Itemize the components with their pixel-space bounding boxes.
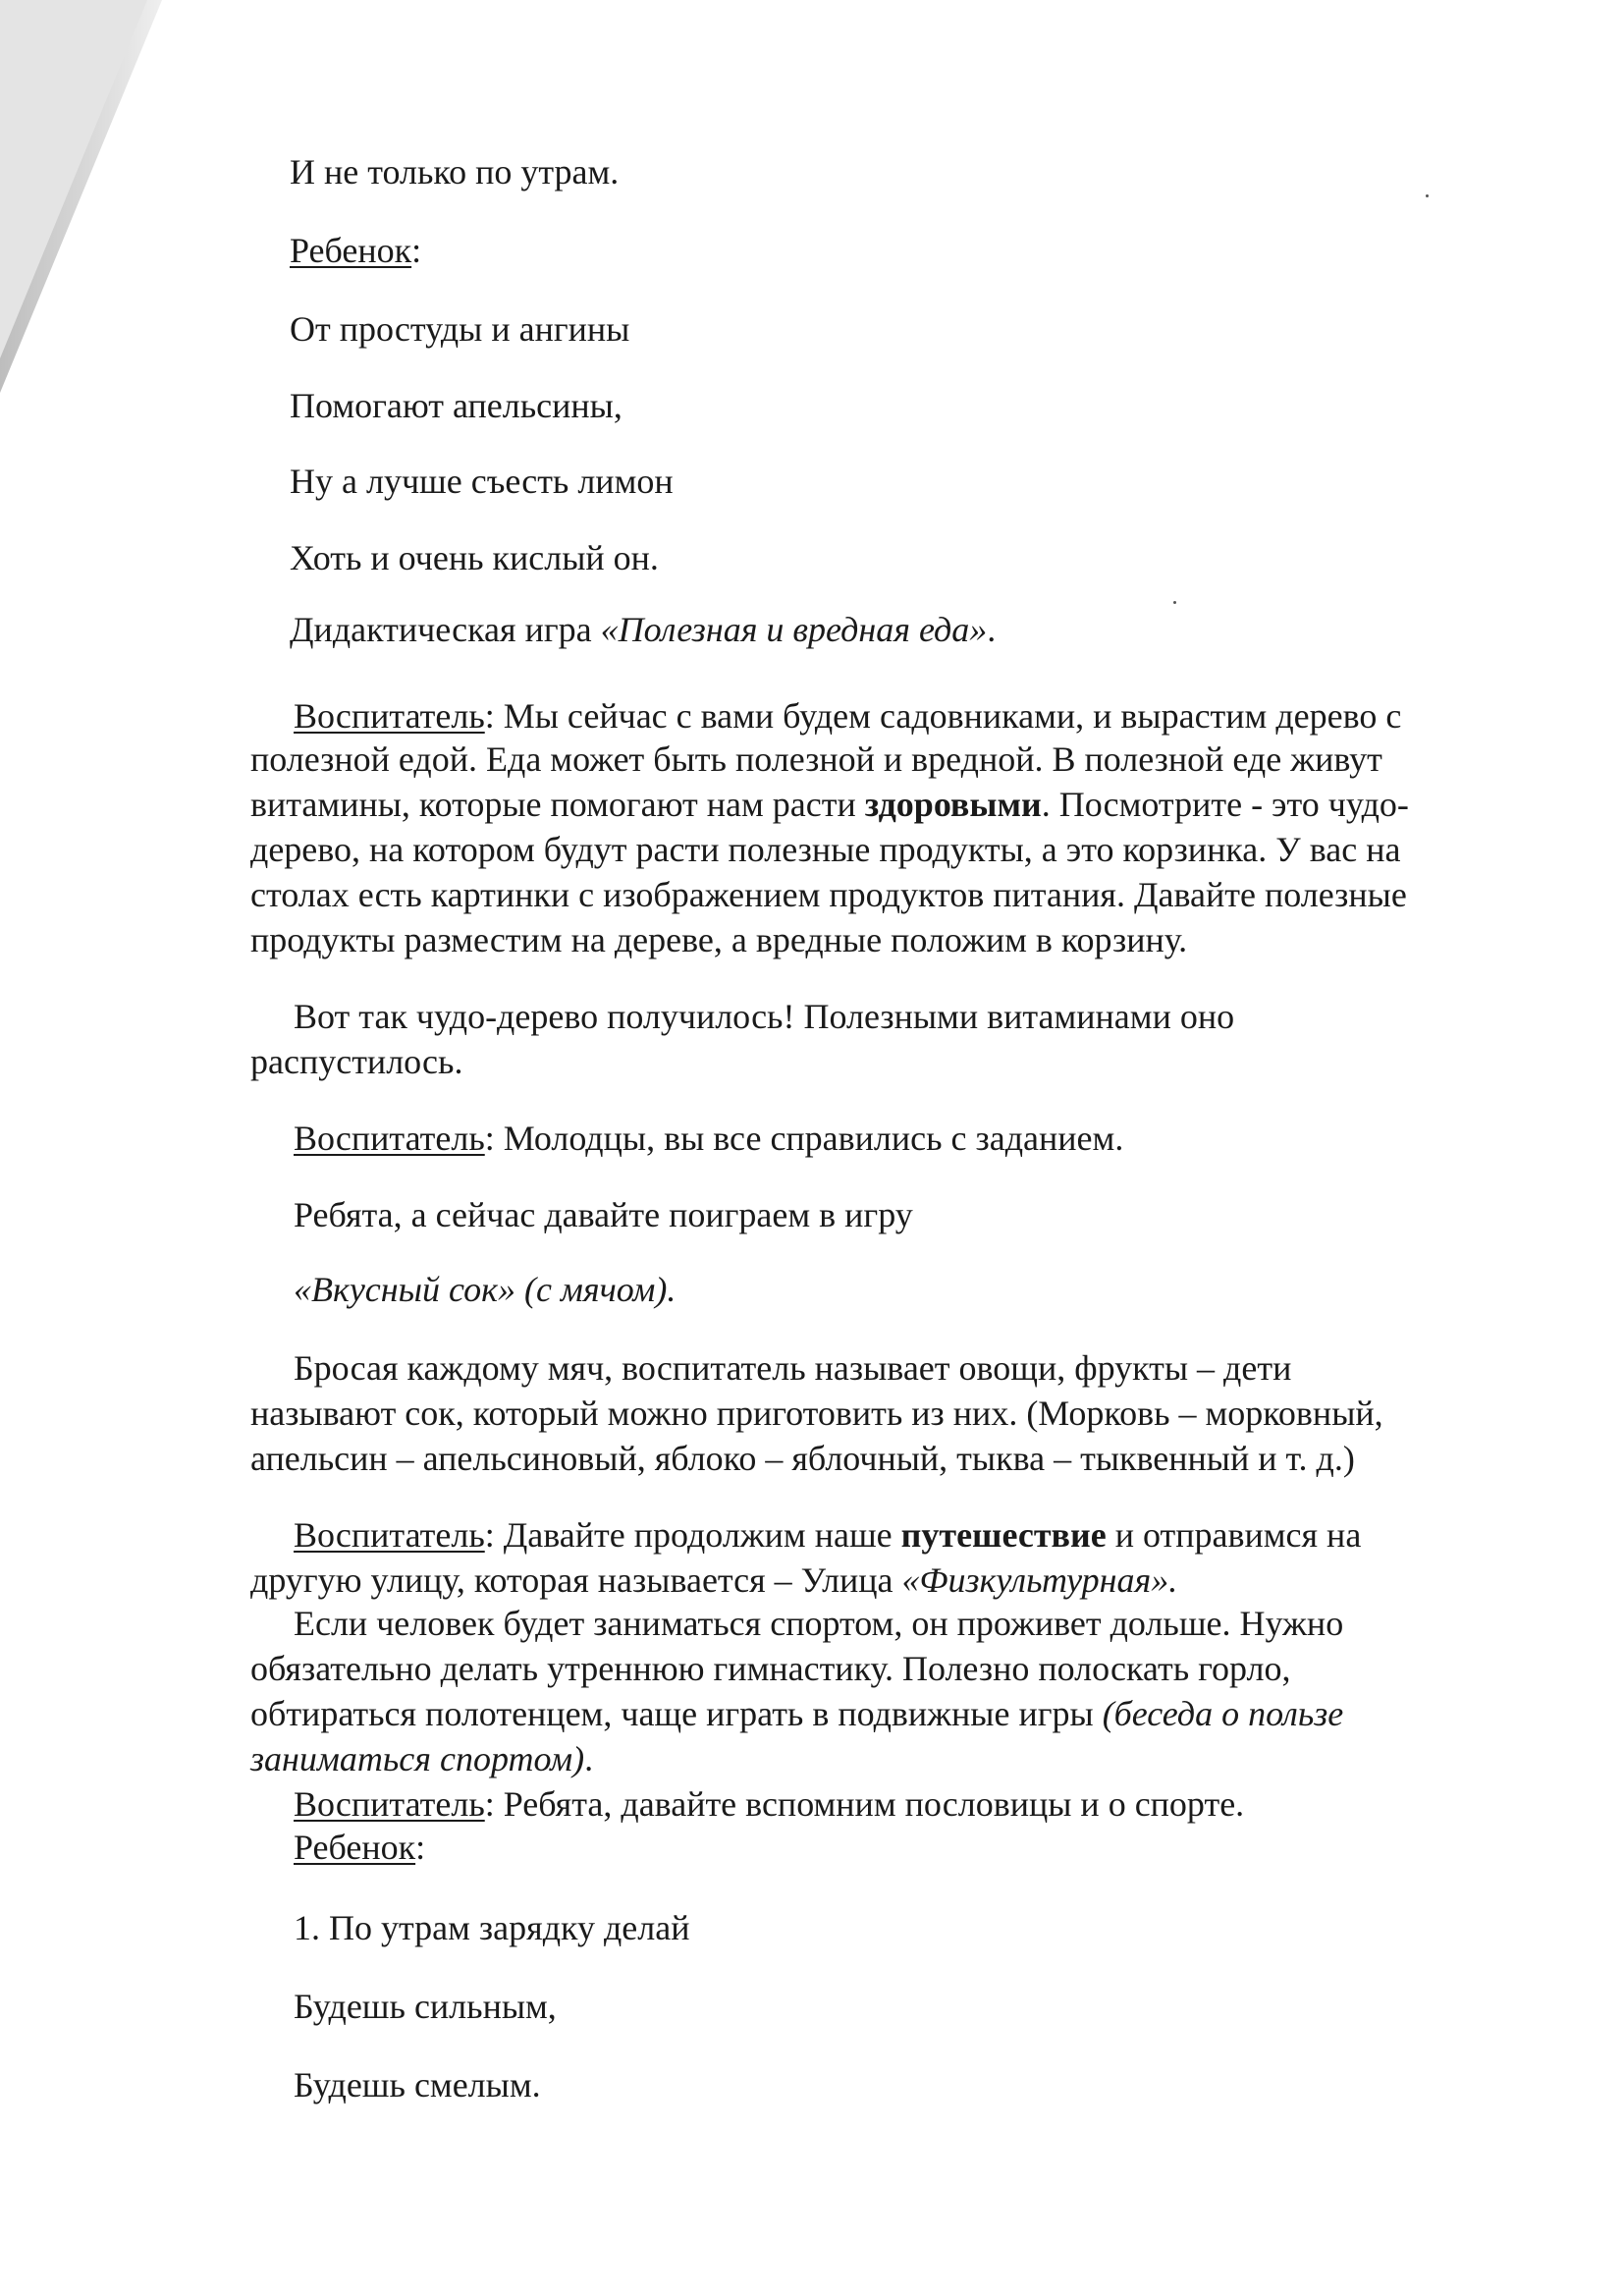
text-line: полезной едой. Еда может быть полезной и вредной. В полезной еде живут: [250, 739, 1382, 779]
text-line: Бросая каждому мяч, воспитатель называет овощи, фрукты – дети: [294, 1348, 1292, 1388]
text-line: дерево, на котором будут расти полезные продукты, а это корзинка. У вас на: [250, 830, 1401, 869]
text-line: заниматься спортом).: [250, 1739, 594, 1778]
text-line: «Вкусный сок» (с мячом).: [294, 1270, 677, 1309]
scan-speck: [1173, 601, 1176, 604]
text-line: Воспитатель: Давайте продолжим наше путешествие и отправимся на: [294, 1515, 1362, 1555]
text-line: Ребята, а сейчас давайте поиграем в игру: [294, 1195, 913, 1234]
text-line: витамины, которые помогают нам расти здоровыми. Посмотрите - это чудо-: [250, 785, 1409, 824]
speaker-label: Ребенок:: [294, 1828, 426, 1867]
text-line: обязательно делать утреннюю гимнастику. Полезно полоскать горло,: [250, 1649, 1291, 1688]
text-line: называют сок, который можно приготовить из них. (Морковь – морковный,: [250, 1394, 1383, 1433]
text-line: Воспитатель: Мы сейчас с вами будем садовниками, и вырастим дерево с: [294, 696, 1402, 736]
text-line: Помогают апельсины,: [290, 386, 623, 425]
text-line: продукты разместим на дереве, а вредные положим в корзину.: [250, 920, 1188, 959]
text-line: Будешь сильным,: [294, 1987, 557, 2026]
text-line: Вот так чудо-дерево получилось! Полезными витаминами оно: [294, 997, 1235, 1036]
text-line: 1. По утрам зарядку делай: [294, 1908, 690, 1947]
text-line: апельсин – апельсиновый, яблоко – яблочный, тыква – тыквенный и т. д.): [250, 1439, 1355, 1478]
text-line: Воспитатель: Молодцы, вы все справились с заданием.: [294, 1119, 1124, 1158]
speaker-label: Ребенок:: [290, 231, 422, 270]
text-line: Дидактическая игра «Полезная и вредная еда».: [290, 610, 997, 649]
text-line: Ну а лучше съесть лимон: [290, 462, 674, 501]
text-line: обтираться полотенцем, чаще играть в подвижные игры (беседа о пользе: [250, 1694, 1344, 1733]
text-line: От простуды и ангины: [290, 309, 630, 349]
text-line: распустилось.: [250, 1042, 463, 1081]
text-line: Хоть и очень кислый он.: [290, 538, 659, 577]
text-line: И не только по утрам.: [290, 152, 620, 191]
text-line: Воспитатель: Ребята, давайте вспомним пословицы и о спорте.: [294, 1784, 1245, 1824]
scan-speck: [1426, 194, 1429, 197]
text-line: Будешь смелым.: [294, 2065, 541, 2105]
text-line: столах есть картинки с изображением продуктов питания. Давайте полезные: [250, 875, 1407, 914]
text-line: Если человек будет заниматься спортом, он проживет дольше. Нужно: [294, 1604, 1344, 1643]
text-line: другую улицу, которая называется – Улица «Физкультурная».: [250, 1560, 1178, 1600]
